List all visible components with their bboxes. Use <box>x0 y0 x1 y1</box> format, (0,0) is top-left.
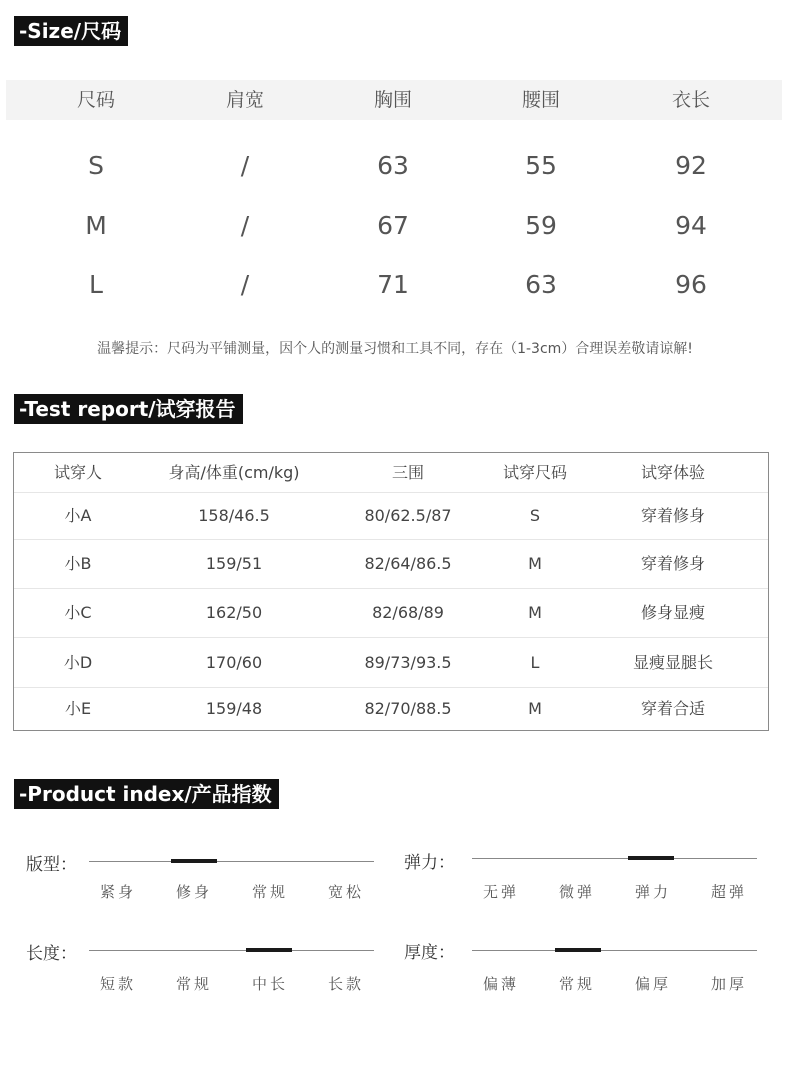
size-header-cell: 胸围 <box>373 89 412 111</box>
test-cell: 82/64/86.5 <box>364 554 452 573</box>
elasticity-option: 超弹 <box>710 883 747 901</box>
elasticity-selected-marker <box>628 856 674 860</box>
length-option: 长款 <box>327 975 364 993</box>
fit-selected-marker <box>171 859 217 863</box>
size-cell: 63 <box>377 151 409 180</box>
test-header-cell: 试穿体验 <box>640 463 705 482</box>
test-cell: 158/46.5 <box>198 506 270 525</box>
size-header-cell: 衣长 <box>671 89 710 111</box>
thickness-option: 常规 <box>558 975 595 993</box>
size-cell: L <box>89 270 103 299</box>
size-cell: 71 <box>377 270 409 299</box>
elasticity-option: 微弹 <box>558 883 595 901</box>
test-cell: 82/70/88.5 <box>364 699 452 718</box>
thickness-option: 偏薄 <box>482 975 519 993</box>
test-cell: 170/60 <box>205 653 263 672</box>
test-header-cell: 试穿尺码 <box>502 463 567 482</box>
elasticity-option: 无弹 <box>482 883 519 901</box>
fit-option: 修身 <box>175 883 212 901</box>
fit-option: 宽松 <box>327 883 364 901</box>
size-cell: 55 <box>525 151 557 180</box>
thickness-option: 偏厚 <box>634 975 671 993</box>
length-option: 中长 <box>251 975 288 993</box>
test-cell: 显瘦显腿长 <box>632 653 713 672</box>
size-cell: 67 <box>377 211 409 240</box>
size-cell: 63 <box>525 270 557 299</box>
test-cell: S <box>529 506 541 525</box>
test-table-row <box>14 540 768 589</box>
size-cell: 94 <box>675 211 707 240</box>
thickness-scale-line <box>472 950 757 951</box>
test-cell: 小E <box>64 699 92 718</box>
test-table-row <box>14 688 768 730</box>
size-header-cell: 腰围 <box>521 89 560 111</box>
test-table-row <box>14 493 768 540</box>
test-table-header <box>14 453 768 493</box>
test-cell: 小B <box>64 554 92 573</box>
test-header-cell: 试穿人 <box>53 463 102 482</box>
test-cell: 89/73/93.5 <box>364 653 452 672</box>
test-table-row <box>14 589 768 638</box>
test-cell: M <box>528 554 542 573</box>
test-cell: 162/50 <box>205 603 263 622</box>
test-cell: 小C <box>64 603 92 622</box>
length-scale-line <box>89 950 374 951</box>
test-cell: 159/48 <box>205 699 263 718</box>
test-header-cell: 身高/体重(cm/kg) <box>168 463 300 482</box>
test-cell: M <box>528 603 542 622</box>
length-option: 短款 <box>99 975 136 993</box>
test-section-title: -Test report/试穿报告 <box>14 394 243 424</box>
elasticity-scale-line <box>472 858 757 859</box>
size-cell: / <box>240 211 250 240</box>
thickness-label: 厚度： <box>404 943 455 963</box>
size-table-row <box>6 136 782 196</box>
test-cell: 修身显瘦 <box>640 603 705 622</box>
test-cell: 159/51 <box>205 554 263 573</box>
test-cell: 小D <box>63 653 93 672</box>
test-cell: L <box>530 653 540 672</box>
test-report-table <box>13 452 769 731</box>
fit-scale-line <box>89 861 374 862</box>
size-table-row <box>6 196 782 256</box>
size-cell: / <box>240 270 250 299</box>
fit-option: 紧身 <box>99 883 136 901</box>
test-cell: M <box>528 699 542 718</box>
thickness-selected-marker <box>555 948 601 952</box>
size-cell: M <box>85 211 107 240</box>
size-cell: S <box>88 151 104 180</box>
size-table-row <box>6 255 782 315</box>
fit-label: 版型： <box>26 855 77 875</box>
test-cell: 穿着合适 <box>640 699 705 718</box>
size-section-title: -Size/尺码 <box>14 16 128 46</box>
size-cell: 59 <box>525 211 557 240</box>
test-cell: 穿着修身 <box>640 554 705 573</box>
test-table-row <box>14 638 768 688</box>
test-cell: 82/68/89 <box>372 603 444 622</box>
length-label: 长度： <box>26 944 77 964</box>
elasticity-label: 弹力： <box>404 853 455 873</box>
measurement-note: 温馨提示：尺码为平铺测量，因个人的测量习惯和工具不同，存在（1-3cm）合理误差敬请谅解! <box>97 341 693 357</box>
test-cell: 穿着修身 <box>640 506 705 525</box>
size-header-cell: 尺码 <box>76 89 115 111</box>
size-cell: / <box>240 151 250 180</box>
thickness-option: 加厚 <box>710 975 747 993</box>
size-cell: 92 <box>675 151 707 180</box>
fit-option: 常规 <box>251 883 288 901</box>
size-table-header <box>6 80 782 120</box>
elasticity-option: 弹力 <box>634 883 671 901</box>
product-index-title: -Product index/产品指数 <box>14 779 279 809</box>
test-header-cell: 三围 <box>391 463 424 482</box>
test-cell: 80/62.5/87 <box>364 506 452 525</box>
size-header-cell: 肩宽 <box>225 89 264 111</box>
test-cell: 小A <box>64 506 92 525</box>
size-cell: 96 <box>675 270 707 299</box>
length-selected-marker <box>246 948 292 952</box>
length-option: 常规 <box>175 975 212 993</box>
